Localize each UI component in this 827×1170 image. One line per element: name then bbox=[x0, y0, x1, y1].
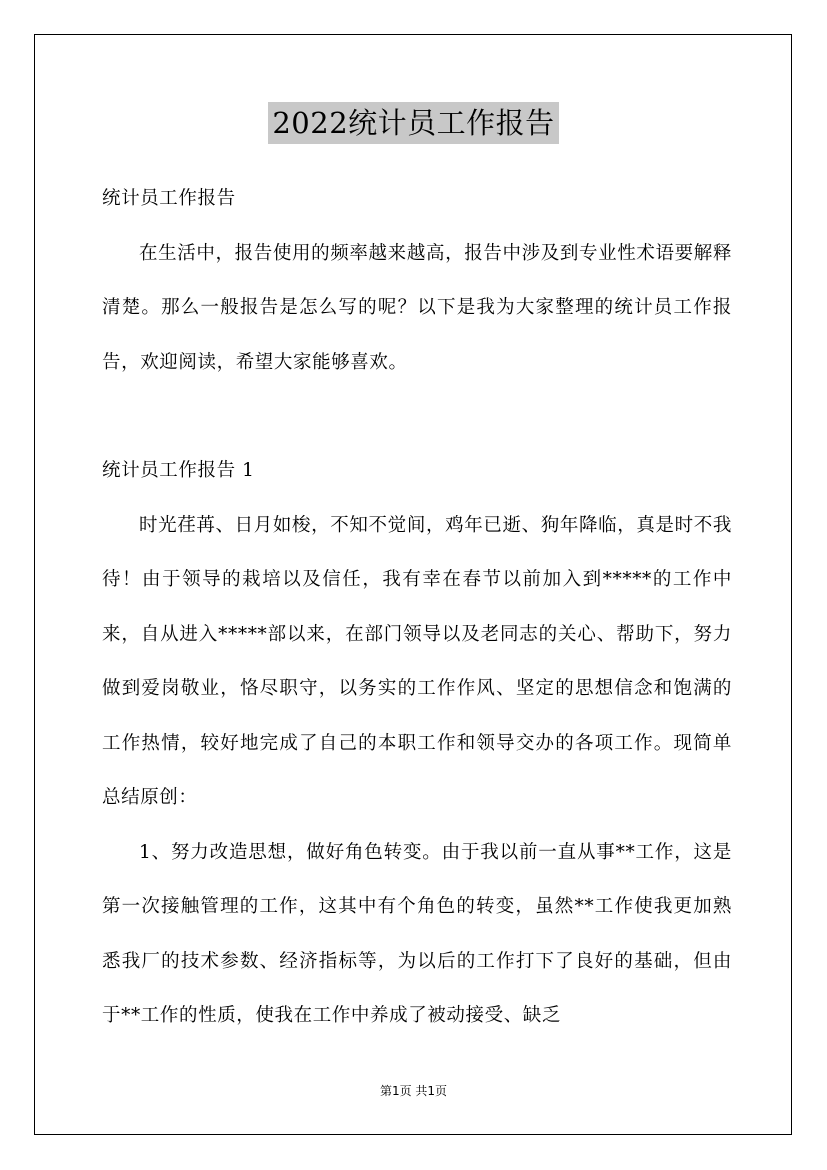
section-paragraph-2: 1、努力改造思想，做好角色转变。由于我以前一直从事**工作，这是第一次接触管理的工作，这其中有个角色的转变，虽然**工作使我更加熟悉我厂的技术参数、经济指标等，为以后的工作打下了良好的基础，但由于**工作的性质，使我在工作中养成了被动接受、缺乏 bbox=[102, 841, 732, 1026]
page-footer: 第1页 共1页 bbox=[379, 1084, 448, 1098]
section-heading: 统计员工作报告 1 bbox=[102, 460, 255, 481]
document-title: 2022统计员工作报告 bbox=[268, 102, 558, 144]
title-container bbox=[0, 102, 827, 144]
paragraph-gap bbox=[102, 390, 732, 444]
section-paragraph-1: 时光荏苒、日月如梭，不知不觉间，鸡年已逝、狗年降临，真是时不我待！由于领导的栽培以及信任，我有幸在春节以前加入到*****的工作中来，自从进入*****部以来，在部门领导以及老同志的关心、帮助下，努力做到爱岗敬业，恪尽职守，以务实的工作作风、坚定的思想信念和饱满的工作热情，较好地完成了自己的本职工作和领导交办的各项工作。现简单总结原创： bbox=[102, 514, 732, 808]
intro-paragraph: 在生活中，报告使用的频率越来越高，报告中涉及到专业性术语要解释清楚。那么一般报告是怎么写的呢？以下是我为大家整理的统计员工作报告，欢迎阅读，希望大家能够喜欢。 bbox=[102, 242, 732, 373]
document-subtitle: 统计员工作报告 bbox=[102, 188, 236, 209]
document-body bbox=[102, 172, 732, 1044]
